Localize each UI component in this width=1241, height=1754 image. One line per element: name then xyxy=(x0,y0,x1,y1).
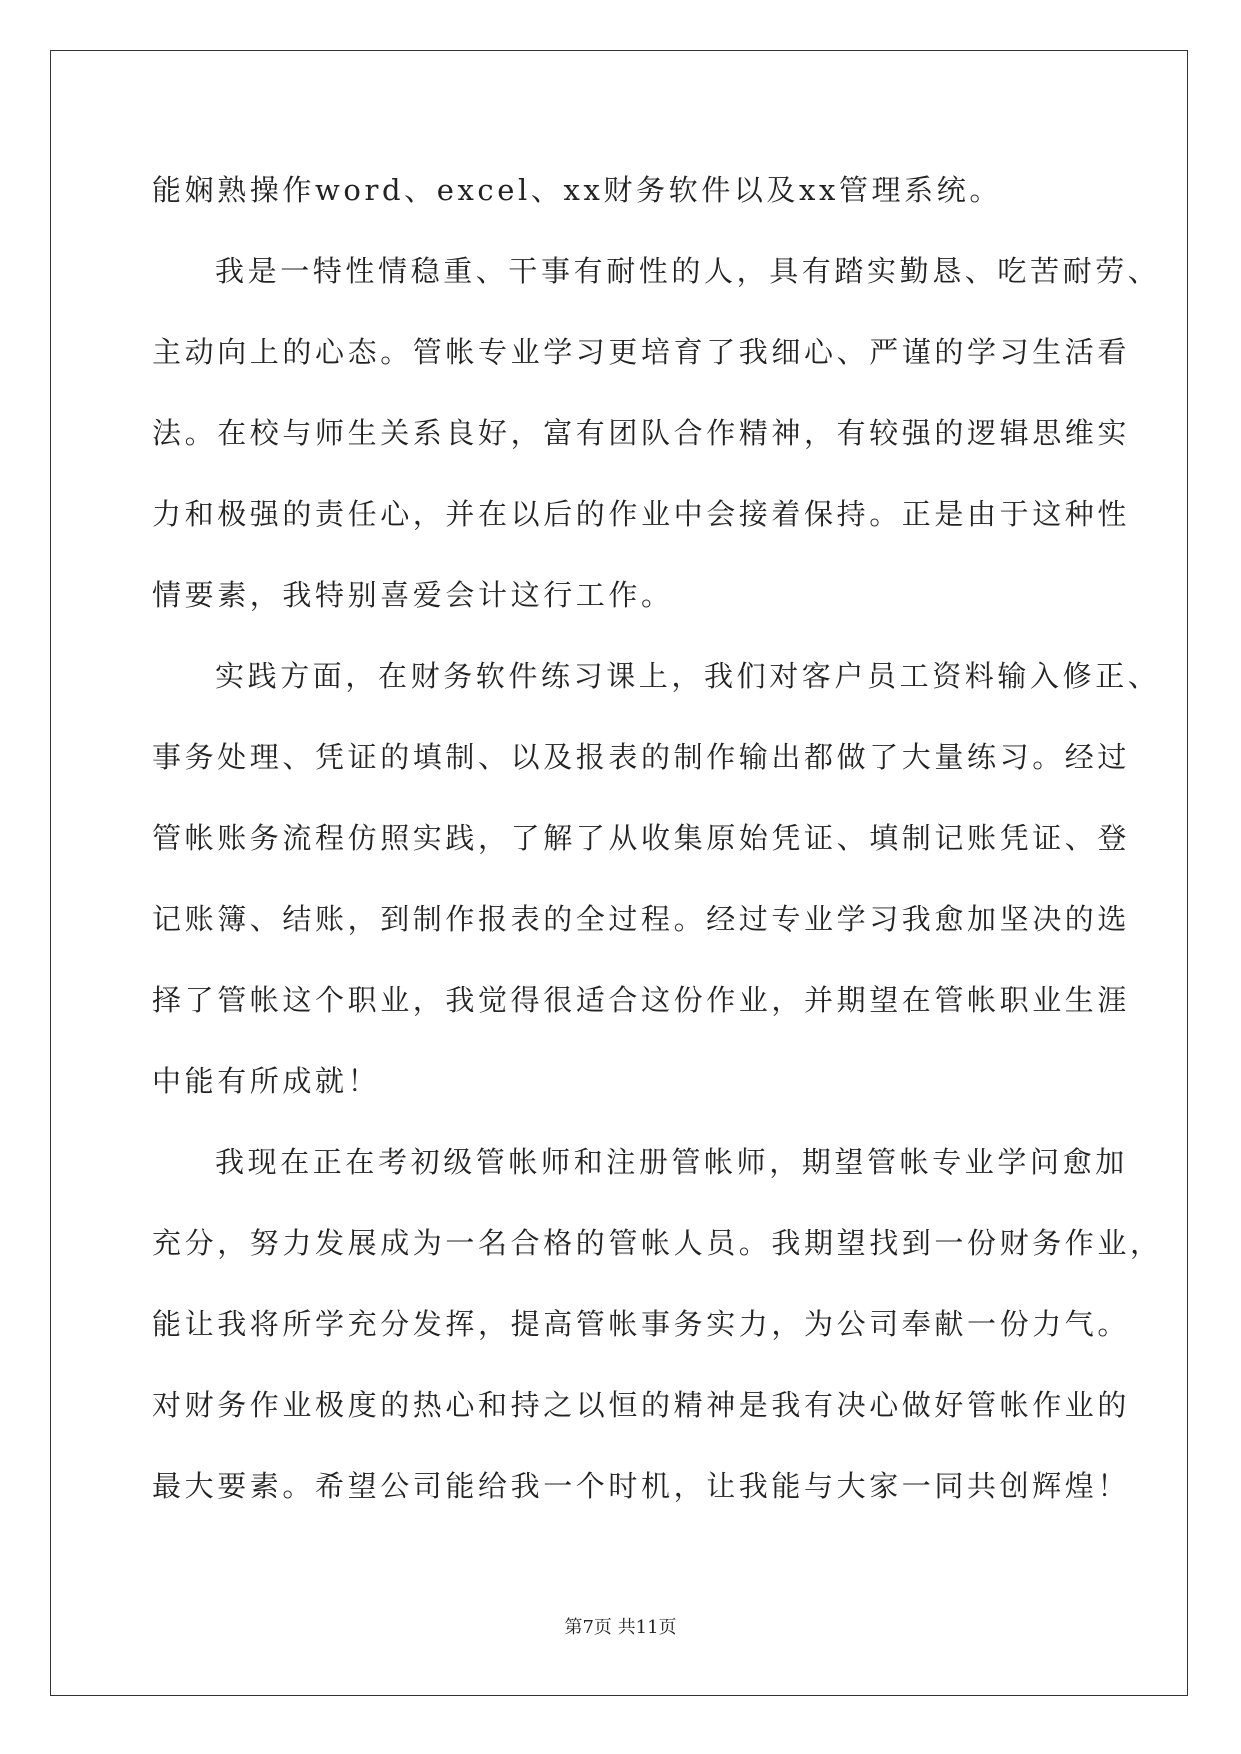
text-line: 力和极强的责任心，并在以后的作业中会接着保持。正是由于这种性 xyxy=(152,497,1131,531)
text-line: 中能有所成就！ xyxy=(152,1064,381,1098)
text-line: 事务处理、凭证的填制、以及报表的制作输出都做了大量练习。经过 xyxy=(152,740,1131,774)
page-number-footer: 第7页 共11页 xyxy=(564,1617,677,1638)
text-line: 对财务作业极度的热心和持之以恒的精神是我有决心做好管帐作业的 xyxy=(152,1388,1131,1422)
text-line: 最大要素。希望公司能给我一个时机，让我能与大家一同共创辉煌！ xyxy=(152,1469,1131,1503)
text-line: 情要素，我特别喜爱会计这行工作。 xyxy=(152,578,674,612)
text-line: 法。在校与师生关系良好，富有团队合作精神，有较强的逻辑思维实 xyxy=(152,416,1131,450)
text-line: 管帐账务流程仿照实践，了解了从收集原始凭证、填制记账凭证、登 xyxy=(152,821,1131,855)
text-line: 记账簿、结账，到制作报表的全过程。经过专业学习我愈加坚决的选 xyxy=(152,902,1131,936)
text-line: 择了管帐这个职业，我觉得很适合这份作业，并期望在管帐职业生涯 xyxy=(152,983,1131,1017)
text-line: 实践方面，在财务软件练习课上，我们对客户员工资料输入修正、 xyxy=(215,659,1161,693)
text-line: 能让我将所学充分发挥，提高管帐事务实力，为公司奉献一份力气。 xyxy=(152,1307,1131,1341)
text-line: 能娴熟操作word、excel、xx财务软件以及xx管理系统。 xyxy=(152,173,1002,207)
text-line: 我是一特性情稳重、干事有耐性的人，具有踏实勤恳、吃苦耐劳、 xyxy=(215,254,1161,288)
text-line: 主动向上的心态。管帐专业学习更培育了我细心、严谨的学习生活看 xyxy=(152,335,1131,369)
text-line: 我现在正在考初级管帐师和注册管帐师，期望管帐专业学问愈加 xyxy=(215,1145,1128,1179)
document-body xyxy=(152,150,1163,1527)
text-line: 充分，努力发展成为一名合格的管帐人员。我期望找到一份财务作业， xyxy=(152,1226,1163,1260)
